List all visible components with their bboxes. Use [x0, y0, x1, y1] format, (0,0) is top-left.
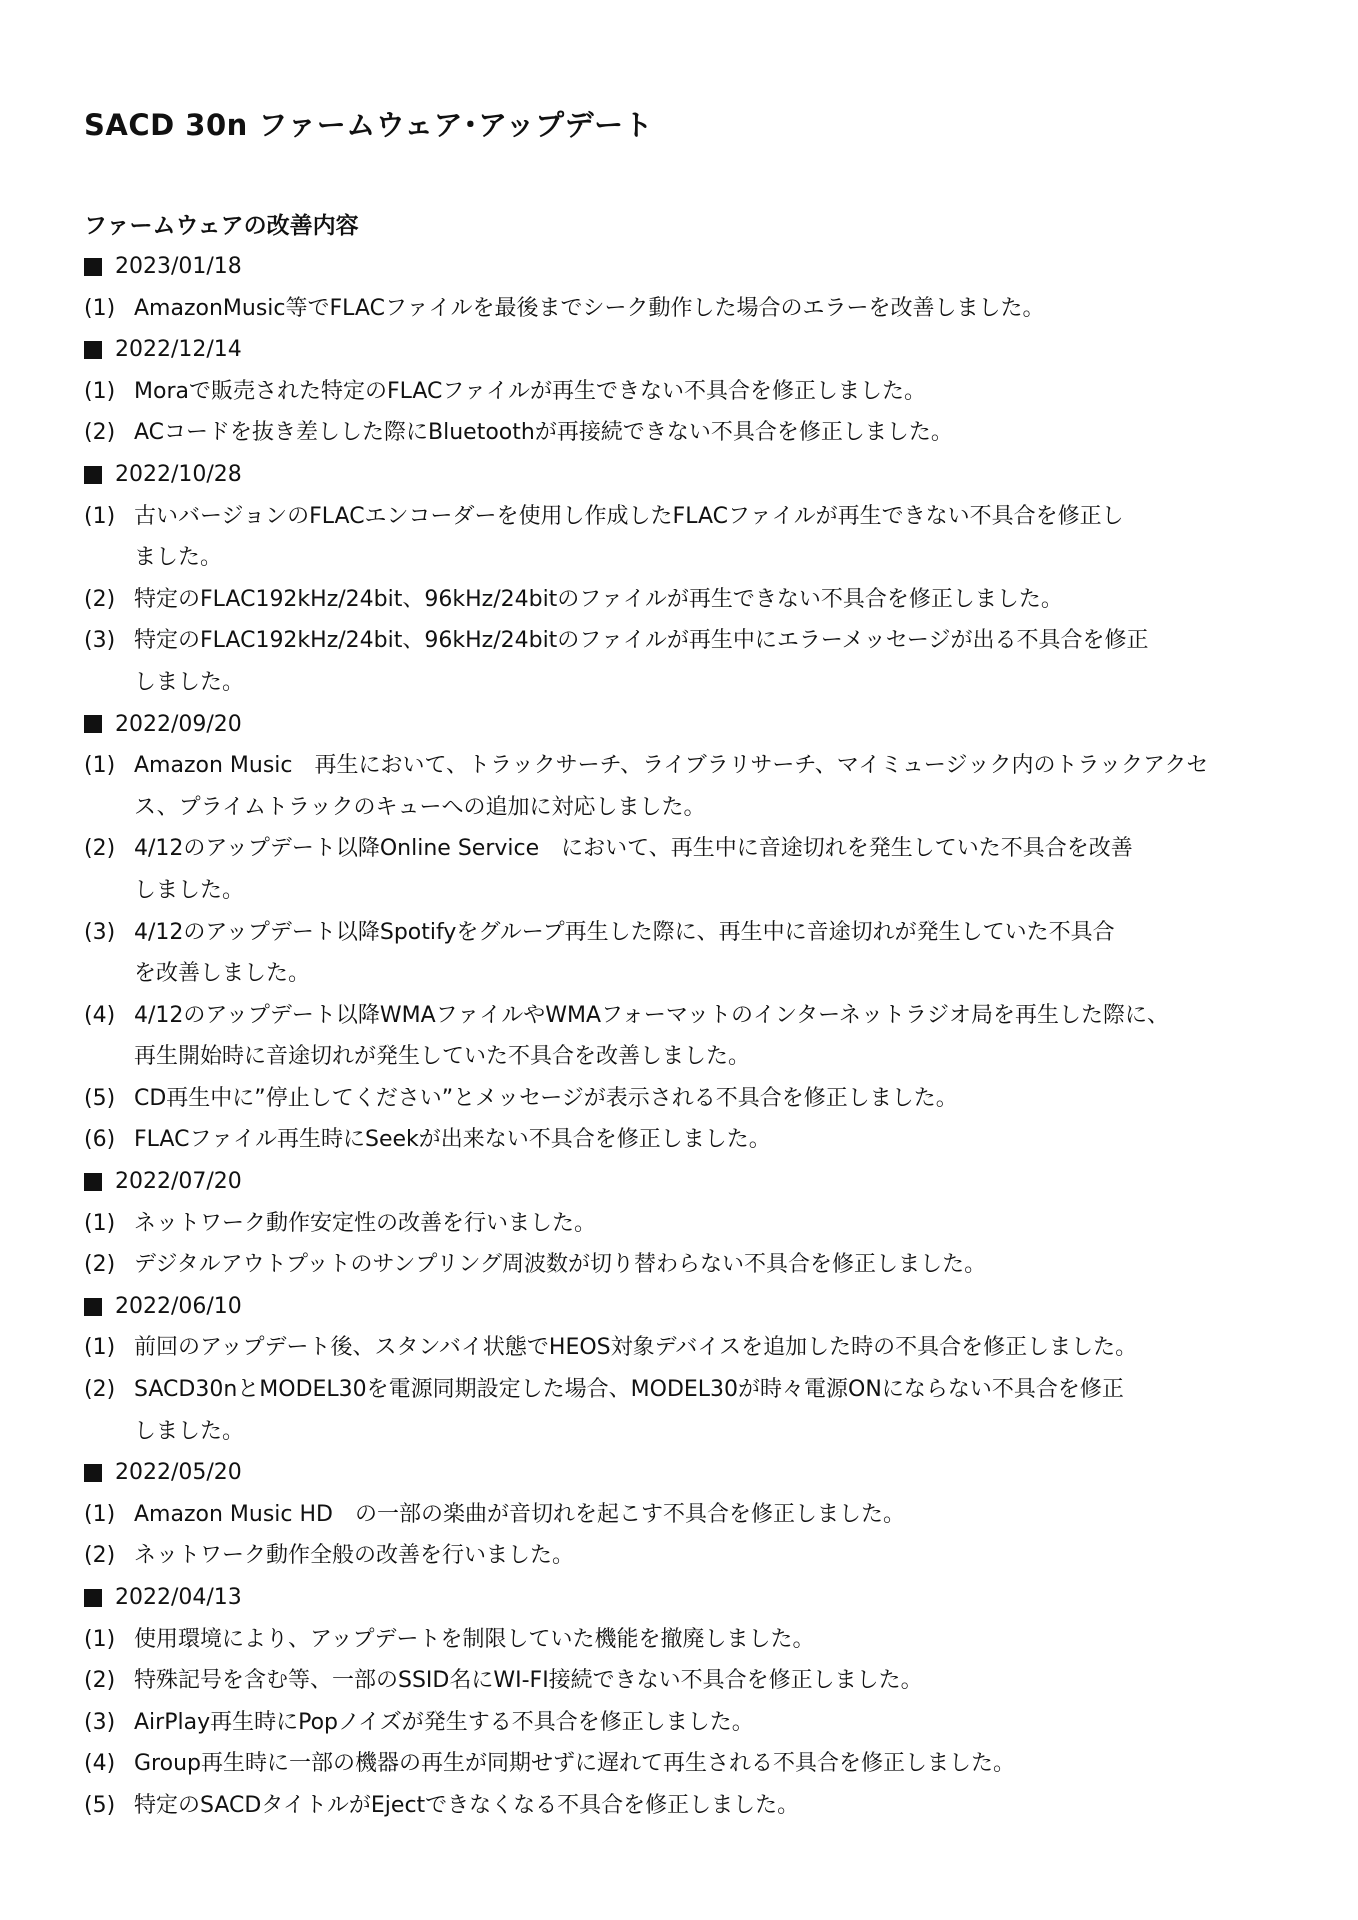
- item-description: [134, 1078, 1294, 1120]
- item-description: [134, 1702, 1294, 1744]
- item-description-line: しました。: [134, 877, 245, 903]
- item-number: (3): [84, 628, 116, 654]
- item-number: (1): [84, 503, 116, 529]
- item-number: (1): [84, 295, 116, 321]
- item-number: (2): [84, 1252, 116, 1278]
- update-item: [84, 1119, 1294, 1161]
- item-description-line: しました。: [134, 669, 245, 695]
- item-description: [134, 371, 1294, 413]
- item-description: [134, 1327, 1294, 1369]
- item-description: [134, 912, 1294, 995]
- item-number: (1): [84, 1626, 116, 1652]
- update-entry: [84, 1286, 1294, 1452]
- update-item: [84, 1785, 1294, 1827]
- update-date: 2022/05/20: [115, 1460, 242, 1486]
- item-description: [134, 1203, 1294, 1245]
- black-square-bullet-icon: [84, 715, 102, 733]
- item-description-line: ス、プライムトラックのキューへの追加に対応しました。: [134, 794, 706, 820]
- update-date-row: [84, 454, 1294, 496]
- update-date: 2022/12/14: [115, 337, 242, 363]
- item-description: [134, 620, 1294, 703]
- update-item: [84, 1535, 1294, 1577]
- item-description-line: 特定のFLAC192kHz/24bit、96kHz/24bitのファイルが再生中にエラーメッセージが出る不具合を修正: [134, 628, 1149, 654]
- item-description: [134, 745, 1294, 828]
- item-description-line: ネットワーク動作全般の改善を行いました。: [134, 1543, 575, 1569]
- black-square-bullet-icon: [84, 341, 102, 359]
- item-description-line: 使用環境により、アップデートを制限していた機能を撤廃しました。: [134, 1626, 815, 1652]
- item-description: [134, 1660, 1294, 1702]
- item-description-line: デジタルアウトプットのサンプリング周波数が切り替わらない不具合を修正しました。: [134, 1252, 987, 1278]
- item-description-line: Group再生時に一部の機器の再生が同期せずに遅れて再生される不具合を修正しました。: [134, 1751, 1015, 1777]
- update-date-row: [84, 1577, 1294, 1619]
- update-date: 2022/09/20: [115, 711, 242, 737]
- update-date: 2022/04/13: [115, 1585, 242, 1610]
- update-date: 2022/10/28: [115, 461, 242, 487]
- item-description: [134, 496, 1294, 579]
- update-date-row: [84, 1161, 1294, 1203]
- item-description: [134, 828, 1294, 911]
- item-description-line: 前回のアップデート後、スタンバイ状態でHEOS対象デバイスを追加した時の不具合を修正しました。: [134, 1335, 1138, 1361]
- item-number: (4): [84, 1002, 116, 1028]
- section-heading: ファームウェアの改善内容: [84, 213, 359, 239]
- item-description-line: 4/12のアップデート以降WMAファイルやWMAフォーマットのインターネットラジオ局を再生した際に、: [134, 1002, 1170, 1028]
- item-description: [134, 1369, 1294, 1452]
- item-description: [134, 1119, 1294, 1161]
- update-entry: [84, 1161, 1294, 1286]
- update-item: [84, 828, 1294, 911]
- update-entries: [84, 246, 1294, 1827]
- item-description-line: 再生開始時に音途切れが発生していた不具合を改善しました。: [134, 1044, 751, 1070]
- update-item: [84, 912, 1294, 995]
- black-square-bullet-icon: [84, 466, 102, 484]
- item-description-line: しました。: [134, 1418, 245, 1444]
- update-item: [84, 1619, 1294, 1661]
- update-item: [84, 496, 1294, 579]
- item-number: (2): [84, 1668, 116, 1694]
- item-description: [134, 1244, 1294, 1286]
- item-number: (4): [84, 1751, 116, 1777]
- update-entry: [84, 246, 1294, 329]
- item-description: [134, 1785, 1294, 1827]
- item-description-line: SACD30nとMODEL30を電源同期設定した場合、MODEL30が時々電源ONにならない不具合を修正: [134, 1377, 1124, 1403]
- update-item: [84, 745, 1294, 828]
- item-number: (3): [84, 919, 116, 945]
- update-item: [84, 1743, 1294, 1785]
- document-page: [84, 100, 1294, 1827]
- item-description: [134, 579, 1294, 621]
- item-description-line: ACコードを抜き差しした際にBluetoothが再接続できない不具合を修正しました。: [134, 420, 953, 446]
- item-description: [134, 1494, 1294, 1536]
- item-description-line: Amazon Music HD の一部の楽曲が音切れを起こす不具合を修正しました。: [134, 1501, 905, 1527]
- item-description-line: AmazonMusic等でFLACファイルを最後までシーク動作した場合のエラーを改善しました。: [134, 295, 1045, 321]
- update-item: [84, 1369, 1294, 1452]
- update-date: 2023/01/18: [115, 254, 242, 279]
- update-date-row: [84, 704, 1294, 746]
- item-description-line: 古いバージョンのFLACエンコーダーを使用し作成したFLACファイルが再生できない不具合を修正し: [134, 503, 1124, 529]
- update-date-row: [84, 1286, 1294, 1328]
- item-number: (1): [84, 1210, 116, 1236]
- item-description-line: 特殊記号を含む等、一部のSSID名にWI-FI接続できない不具合を修正しました。: [134, 1668, 923, 1694]
- item-description: [134, 288, 1294, 330]
- update-item: [84, 1660, 1294, 1702]
- item-number: (1): [84, 378, 116, 404]
- update-item: [84, 1494, 1294, 1536]
- item-description: [134, 412, 1294, 454]
- item-number: (5): [84, 1792, 116, 1818]
- update-date-row: [84, 246, 1294, 288]
- item-description: [134, 995, 1294, 1078]
- item-description-line: AirPlay再生時にPopノイズが発生する不具合を修正しました。: [134, 1709, 754, 1735]
- item-number: (1): [84, 1501, 116, 1527]
- item-description-line: 4/12のアップデート以降Spotifyをグループ再生した際に、再生中に音途切れが発生していた不具合: [134, 919, 1115, 945]
- black-square-bullet-icon: [84, 1298, 102, 1316]
- update-date-row: [84, 1452, 1294, 1494]
- black-square-bullet-icon: [84, 258, 102, 276]
- update-item: [84, 1203, 1294, 1245]
- update-item: [84, 620, 1294, 703]
- update-entry: [84, 704, 1294, 1162]
- update-date: 2022/07/20: [115, 1169, 242, 1195]
- item-description-line: Amazon Music 再生において、トラックサーチ、ライブラリサーチ、マイミュージック内のトラックアクセ: [134, 753, 1209, 779]
- item-number: (3): [84, 1709, 116, 1735]
- item-description: [134, 1535, 1294, 1577]
- item-description: [134, 1619, 1294, 1661]
- update-item: [84, 371, 1294, 413]
- black-square-bullet-icon: [84, 1464, 102, 1482]
- update-item: [84, 1244, 1294, 1286]
- item-number: (2): [84, 1377, 116, 1403]
- item-description: [134, 1743, 1294, 1785]
- item-description-line: FLACファイル再生時にSeekが出来ない不具合を修正しました。: [134, 1127, 771, 1153]
- item-number: (5): [84, 1085, 116, 1111]
- item-description-line: ネットワーク動作安定性の改善を行いました。: [134, 1210, 597, 1236]
- item-description-line: を改善しました。: [134, 961, 311, 987]
- update-item: [84, 288, 1294, 330]
- update-item: [84, 995, 1294, 1078]
- black-square-bullet-icon: [84, 1173, 102, 1191]
- update-date: 2022/06/10: [115, 1293, 242, 1319]
- item-number: (2): [84, 836, 116, 862]
- item-description-line: 4/12のアップデート以降Online Service において、再生中に音途切れを発生していた不具合を改善: [134, 836, 1133, 862]
- item-number: (2): [84, 1543, 116, 1569]
- update-item: [84, 1078, 1294, 1120]
- update-item: [84, 1702, 1294, 1744]
- item-number: (6): [84, 1127, 116, 1153]
- document-title: SACD 30n ファームウェア･アップデート: [84, 108, 654, 142]
- item-description-line: CD再生中に”停止してください”とメッセージが表示される不具合を修正しました。: [134, 1085, 958, 1111]
- black-square-bullet-icon: [84, 1589, 102, 1607]
- item-number: (1): [84, 1335, 116, 1361]
- item-description-line: ました。: [134, 545, 223, 571]
- update-entry: [84, 454, 1294, 704]
- item-number: (1): [84, 753, 116, 779]
- item-description-line: Moraで販売された特定のFLACファイルが再生できない不具合を修正しました。: [134, 378, 926, 404]
- item-number: (2): [84, 586, 116, 612]
- update-entry: [84, 1452, 1294, 1577]
- update-item: [84, 1327, 1294, 1369]
- update-entry: [84, 1577, 1294, 1827]
- item-description-line: 特定のSACDタイトルがEjectできなくなる不具合を修正しました。: [134, 1792, 800, 1818]
- update-entry: [84, 329, 1294, 454]
- update-item: [84, 579, 1294, 621]
- update-item: [84, 412, 1294, 454]
- update-date-row: [84, 329, 1294, 371]
- item-number: (2): [84, 420, 116, 446]
- item-description-line: 特定のFLAC192kHz/24bit、96kHz/24bitのファイルが再生できない不具合を修正しました。: [134, 586, 1063, 612]
